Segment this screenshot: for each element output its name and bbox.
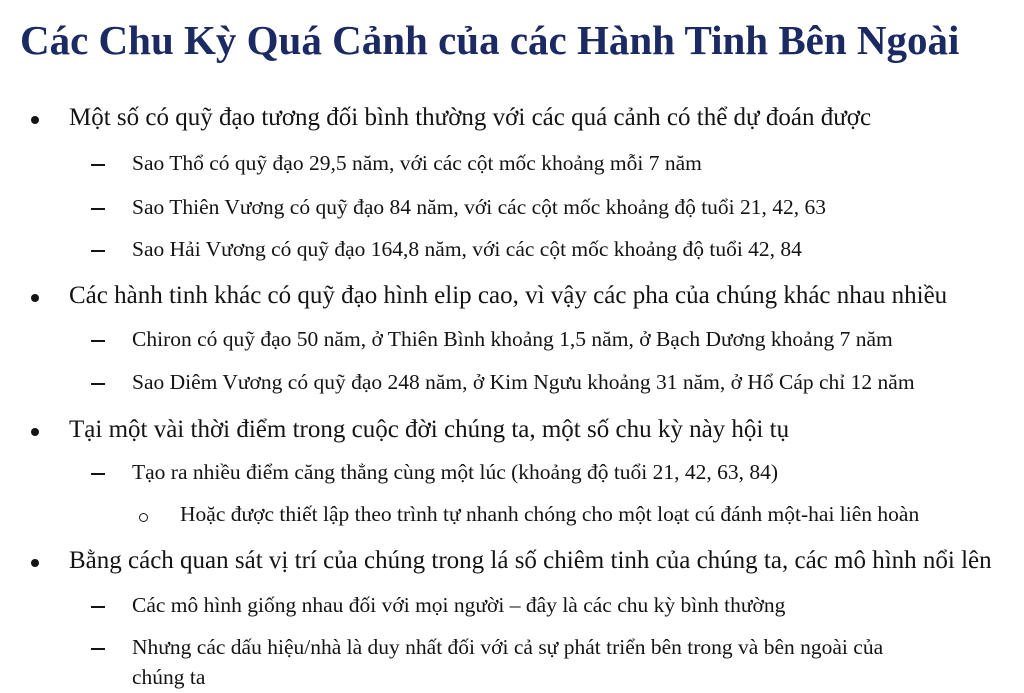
sub-bullet-4-1: Các mô hình giống nhau đối với mọi người – đây là các chu kỳ bình thường [132, 593, 786, 617]
bullet-dot-icon [31, 428, 39, 436]
sub-bullet-2-2: Sao Diêm Vương có quỹ đạo 248 năm, ở Kim Ngưu khoảng 31 năm, ở Hổ Cáp chỉ 12 năm [132, 370, 915, 394]
bullet-4-text: Bằng cách quan sát vị trí của chúng trong lá số chiêm tinh của chúng ta, các mô hình nổi lên [69, 547, 992, 574]
dash-icon [91, 208, 105, 210]
bullet-dot-icon [31, 294, 39, 302]
dash-icon [91, 606, 105, 608]
bullet-1-text: Một số có quỹ đạo tương đối bình thường với các quá cảnh có thể dự đoán được [69, 104, 872, 131]
sub-bullet-3-1: Tạo ra nhiều điểm căng thẳng cùng một lúc (khoảng độ tuổi 21, 42, 63, 84) [132, 460, 779, 484]
bullet-3-text: Tại một vài thời điểm trong cuộc đời chúng ta, một số chu kỳ này hội tụ [69, 416, 790, 443]
sub-bullet-4-2: Nhưng các dấu hiệu/nhà là duy nhất đối với cả sự phát triển bên trong và bên ngoài của [132, 635, 884, 659]
slide-title: Các Chu Kỳ Quá Cảnh của các Hành Tinh Bên Ngoài [20, 17, 960, 63]
dash-icon [91, 648, 105, 650]
dash-icon [91, 250, 105, 252]
dash-icon [91, 473, 105, 475]
dash-icon [91, 383, 105, 385]
dash-icon [91, 340, 105, 342]
bullet-dot-icon [31, 116, 39, 124]
sub-sub-bullet-3-1-1: Hoặc được thiết lập theo trình tự nhanh chóng cho một loạt cú đánh một-hai liên hoàn [180, 502, 920, 526]
sub-bullet-2-1: Chiron có quỹ đạo 50 năm, ở Thiên Bình khoảng 1,5 năm, ở Bạch Dương khoảng 7 năm [132, 327, 893, 351]
sub-bullet-1-2: Sao Thiên Vương có quỹ đạo 84 năm, với các cột mốc khoảng độ tuổi 21, 42, 63 [132, 195, 827, 219]
sub-bullet-4-2-continuation: chúng ta [132, 665, 206, 689]
circle-bullet-icon [139, 513, 148, 522]
dash-icon [91, 164, 105, 166]
sub-bullet-1-1: Sao Thổ có quỹ đạo 29,5 năm, với các cột mốc khoảng mỗi 7 năm [132, 151, 702, 175]
sub-bullet-1-3: Sao Hải Vương có quỹ đạo 164,8 năm, với các cột mốc khoảng độ tuổi 42, 84 [132, 237, 802, 261]
bullet-dot-icon [31, 559, 39, 567]
bullet-2-text: Các hành tinh khác có quỹ đạo hình elip cao, vì vậy các pha của chúng khác nhau nhiều [69, 282, 948, 309]
